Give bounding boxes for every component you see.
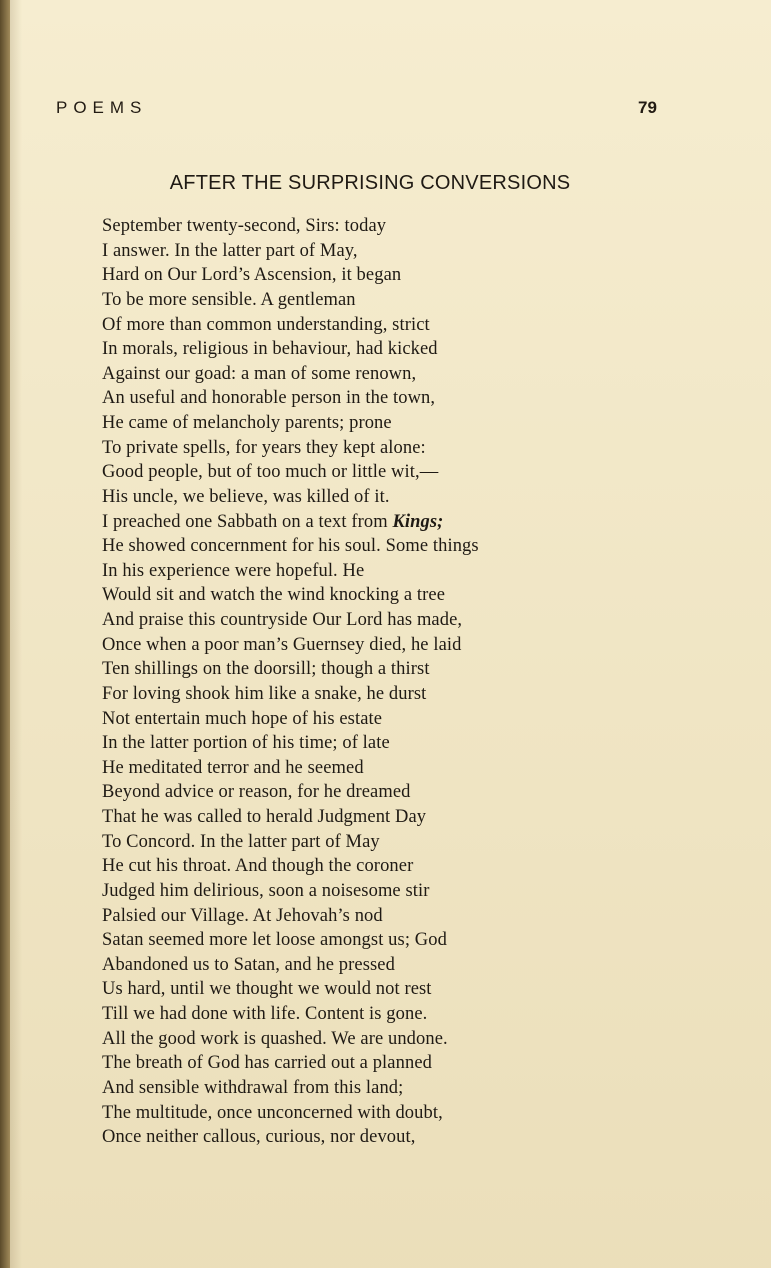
poem-line: To be more sensible. A gentleman	[102, 289, 356, 310]
poem-line: That he was called to herald Judgment Day	[102, 807, 427, 827]
poem-line: Would sit and watch the wind knocking a tree	[102, 585, 446, 606]
poem-line: In his experience were hopeful. He	[102, 560, 365, 581]
poem-line: Good people, but of too much or little wit,—	[102, 462, 439, 483]
poem-line: Not entertain much hope of his estate	[102, 708, 383, 729]
poem-line-text: I preached one Sabbath on a text from	[102, 511, 393, 532]
poem-line: Of more than common understanding, strict	[102, 314, 430, 335]
poem-line: Once when a poor man’s Guernsey died, he laid	[102, 634, 462, 655]
poem-line: Judged him delirious, soon a noisesome stir	[102, 880, 430, 901]
poem-line: Palsied our Village. At Jehovah’s nod	[102, 905, 383, 926]
book-spine-shadow	[0, 0, 10, 1268]
poem-line: Against our goad: a man of some renown,	[102, 363, 417, 384]
poem-line: And praise this countryside Our Lord has made,	[102, 610, 463, 630]
poem-line: An useful and honorable person in the town,	[102, 388, 436, 409]
poem-line: In morals, religious in behaviour, had kicked	[102, 339, 438, 360]
poem-line: Hard on Our Lord’s Ascension, it began	[102, 265, 402, 286]
poem-line: In the latter portion of his time; of late	[102, 733, 390, 754]
poem-line: Abandoned us to Satan, and he pressed	[102, 954, 395, 975]
poem-line: To Concord. In the latter part of May	[102, 831, 380, 852]
poem-line: The multitude, once unconcerned with doubt,	[102, 1102, 443, 1123]
poem-line: To private spells, for years they kept alone:	[102, 437, 426, 458]
poem-line: Ten shillings on the doorsill; though a thirst	[102, 659, 430, 680]
running-head: POEMS	[56, 98, 148, 117]
poem-line: He showed concernment for his soul. Some things	[102, 536, 479, 557]
poem-line: He cut his throat. And though the coroner	[102, 856, 414, 877]
poem-line: Beyond advice or reason, for he dreamed	[102, 782, 411, 803]
poem-line-italic-text: Kings;	[392, 511, 444, 532]
poem-line: All the good work is quashed. We are undone.	[102, 1028, 448, 1049]
poem-line: Till we had done with life. Content is gone.	[102, 1004, 428, 1024]
poem-line: And sensible withdrawal from this land;	[102, 1077, 404, 1098]
poem-line: Once neither callous, curious, nor devout,	[102, 1127, 416, 1148]
poem-line: He meditated terror and he seemed	[102, 757, 364, 778]
poem-line: He came of melancholy parents; prone	[102, 413, 392, 433]
poem-line: Satan seemed more let loose amongst us; God	[102, 930, 447, 951]
poem-line	[102, 510, 582, 535]
poem-line: Us hard, until we thought we would not rest	[102, 979, 432, 1000]
poem-line: His uncle, we believe, was killed of it.	[102, 486, 390, 507]
poem-body	[102, 214, 582, 1150]
poem-line: For loving shook him like a snake, he durst	[102, 683, 427, 704]
poem-title: AFTER THE SURPRISING CONVERSIONS	[169, 172, 571, 194]
poem-line: September twenty-second, Sirs: today	[102, 216, 387, 236]
page-number: 79	[638, 98, 657, 117]
poem-line: The breath of God has carried out a planned	[102, 1053, 432, 1074]
poem-line: I answer. In the latter part of May,	[102, 240, 358, 261]
